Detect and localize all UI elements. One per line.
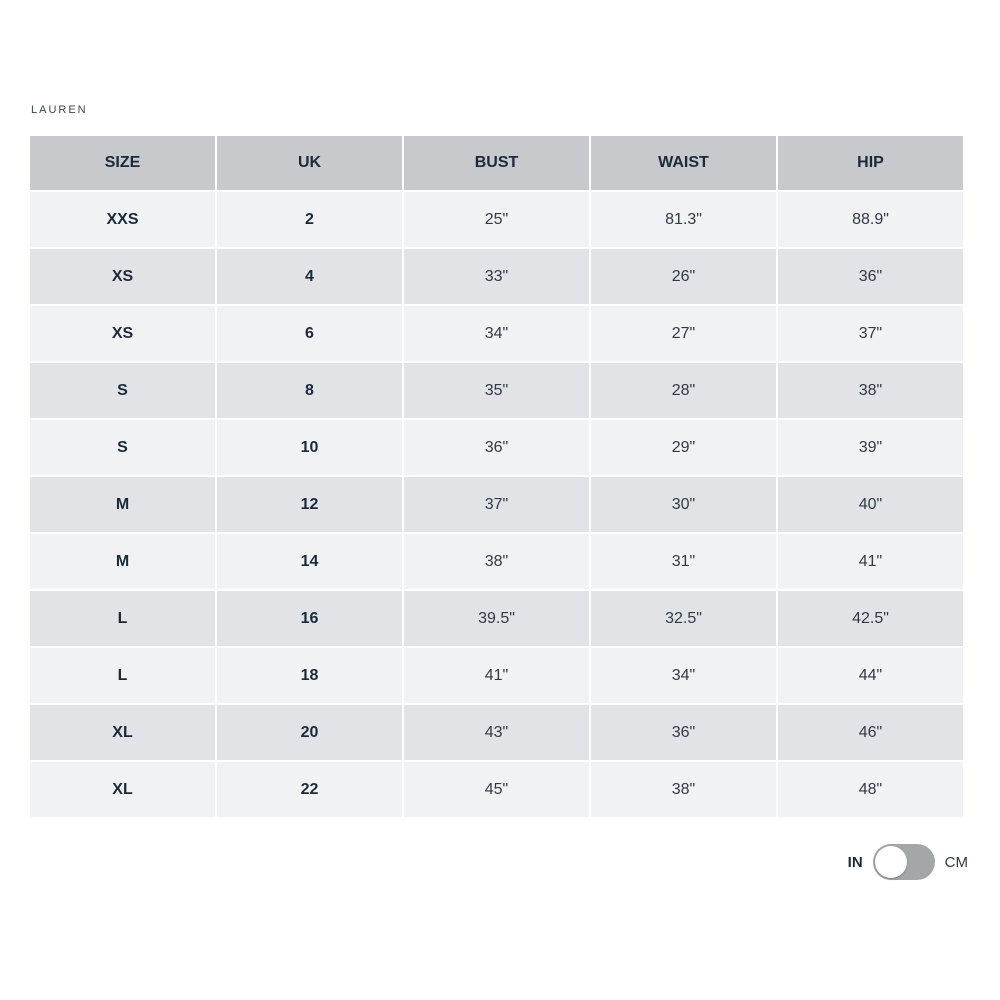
unit-label-in[interactable]: IN	[847, 853, 863, 871]
cell-size: XL	[30, 762, 215, 817]
cell-bust: 25"	[404, 192, 589, 247]
cell-bust: 33"	[404, 249, 589, 304]
cell-bust: 37"	[404, 477, 589, 532]
brand-label: LAUREN	[31, 104, 88, 116]
cell-waist: 38"	[591, 762, 776, 817]
cell-hip: 37"	[778, 306, 963, 361]
cell-size: XXS	[30, 192, 215, 247]
cell-bust: 34"	[404, 306, 589, 361]
cell-hip: 40"	[778, 477, 963, 532]
table-row	[30, 363, 963, 418]
cell-uk: 8	[217, 363, 402, 418]
cell-uk: 12	[217, 477, 402, 532]
cell-size: M	[30, 477, 215, 532]
cell-size: L	[30, 591, 215, 646]
cell-hip: 36"	[778, 249, 963, 304]
cell-waist: 30"	[591, 477, 776, 532]
cell-waist: 26"	[591, 249, 776, 304]
cell-waist: 32.5"	[591, 591, 776, 646]
cell-size: S	[30, 363, 215, 418]
table-row	[30, 705, 963, 760]
table-row	[30, 477, 963, 532]
column-header-hip: HIP	[778, 136, 963, 190]
column-header-uk: UK	[217, 136, 402, 190]
cell-bust: 45"	[404, 762, 589, 817]
cell-hip: 48"	[778, 762, 963, 817]
cell-uk: 2	[217, 192, 402, 247]
table-row	[30, 192, 963, 247]
table-header-row	[30, 136, 963, 190]
cell-size: S	[30, 420, 215, 475]
cell-bust: 38"	[404, 534, 589, 589]
cell-hip: 46"	[778, 705, 963, 760]
cell-size: L	[30, 648, 215, 703]
cell-uk: 20	[217, 705, 402, 760]
cell-hip: 41"	[778, 534, 963, 589]
cell-bust: 39.5"	[404, 591, 589, 646]
cell-hip: 42.5"	[778, 591, 963, 646]
table-row	[30, 591, 963, 646]
cell-size: M	[30, 534, 215, 589]
size-chart-table	[28, 134, 965, 819]
cell-size: XS	[30, 249, 215, 304]
table-row	[30, 249, 963, 304]
cell-uk: 14	[217, 534, 402, 589]
cell-uk: 18	[217, 648, 402, 703]
column-header-waist: WAIST	[591, 136, 776, 190]
table-row	[30, 762, 963, 817]
cell-hip: 88.9"	[778, 192, 963, 247]
cell-hip: 39"	[778, 420, 963, 475]
cell-bust: 41"	[404, 648, 589, 703]
cell-uk: 4	[217, 249, 402, 304]
cell-uk: 22	[217, 762, 402, 817]
cell-hip: 44"	[778, 648, 963, 703]
table-row	[30, 420, 963, 475]
cell-waist: 29"	[591, 420, 776, 475]
cell-uk: 16	[217, 591, 402, 646]
cell-waist: 34"	[591, 648, 776, 703]
unit-switch-knob[interactable]	[875, 846, 907, 878]
column-header-size: SIZE	[30, 136, 215, 190]
cell-waist: 81.3"	[591, 192, 776, 247]
cell-uk: 10	[217, 420, 402, 475]
unit-label-cm[interactable]: CM	[944, 853, 968, 871]
cell-bust: 35"	[404, 363, 589, 418]
cell-bust: 43"	[404, 705, 589, 760]
cell-bust: 36"	[404, 420, 589, 475]
cell-waist: 36"	[591, 705, 776, 760]
cell-size: XL	[30, 705, 215, 760]
cell-waist: 27"	[591, 306, 776, 361]
cell-size: XS	[30, 306, 215, 361]
table-row	[30, 306, 963, 361]
unit-toggle	[848, 844, 968, 880]
cell-waist: 31"	[591, 534, 776, 589]
table-row	[30, 534, 963, 589]
cell-waist: 28"	[591, 363, 776, 418]
unit-switch[interactable]	[873, 844, 935, 880]
table-row	[30, 648, 963, 703]
cell-uk: 6	[217, 306, 402, 361]
column-header-bust: BUST	[404, 136, 589, 190]
cell-hip: 38"	[778, 363, 963, 418]
